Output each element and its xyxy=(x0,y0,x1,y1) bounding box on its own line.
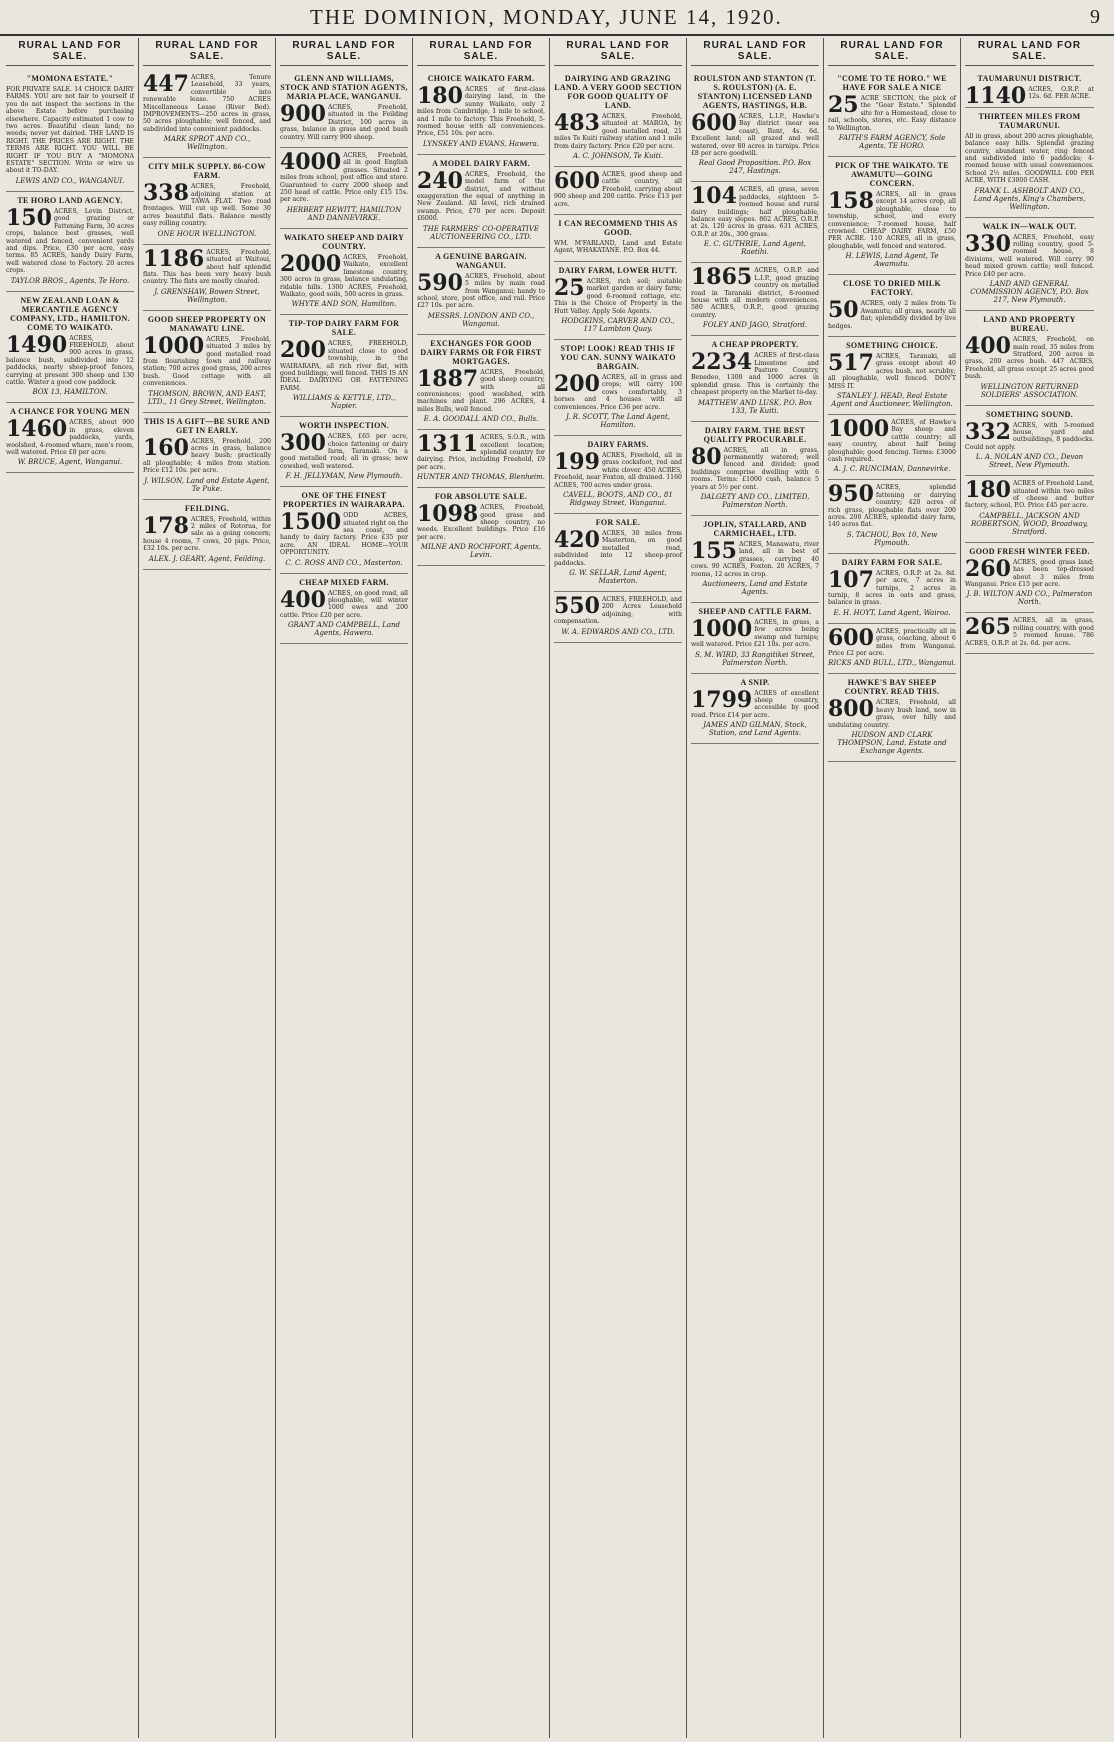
classified-ad xyxy=(691,182,819,263)
ad-body: 332 ACRES, with 5-roomed house, yard and outbuildings, 8 paddocks. Could not apply. xyxy=(965,418,1094,451)
classified-ad xyxy=(6,292,134,404)
classified-ad xyxy=(828,70,956,157)
ad-heading: WALK IN—WALK OUT. xyxy=(982,221,1077,231)
ad-heading: SHEEP AND CATTLE FARM. xyxy=(698,607,812,617)
ad-agent: JAMES AND GILMAN, Stock, Station, and Land Agents. xyxy=(703,721,807,738)
classified-ad xyxy=(828,624,956,675)
ad-agent: FAITH'S FARM AGENCY, Sole Agents, TE HORO. xyxy=(838,134,946,151)
ad-acreage: 265 xyxy=(965,614,1011,641)
ad-acreage: 2234 xyxy=(691,349,753,376)
ad-agent: A. C. JOHNSON, Te Kuiti. xyxy=(572,152,664,161)
ad-body: All in grass, about 200 acres ploughable, balance easy hills. Splendid grazing country, abundant water, ring fenced and subdivided into 6 paddocks; 4-roomed house with usual conveniences. School 2½ miles. GOODWILL £00 PER ACRE, WITH £3000 CASH. xyxy=(965,132,1094,185)
ad-body: 800 ACRES, Freehold, all heavy bush land, now in grass, over hilly and undulating country. xyxy=(828,696,956,729)
ad-body: 1887 ACRES, Freehold, good sheep country, with all conveniences; good woolshed, with machines and plant. 296 ACRES, 4 miles Bulls, well fenced. xyxy=(417,365,545,413)
ad-acreage: 332 xyxy=(965,418,1011,445)
ad-acreage: 1865 xyxy=(691,264,753,291)
ad-acreage: 180 xyxy=(417,83,463,109)
ad-agent: THE FARMERS' CO-OPERATIVE AUCTIONEERING CO., LTD. xyxy=(423,224,539,241)
ad-body: 80 ACRES, all in grass, permanently watered; well fenced and divided; good buildings comprise dwelling with 6 rooms. Terms: £1000 cash, balance 5 years at 5½ per cent. xyxy=(691,443,819,491)
column xyxy=(824,38,961,1738)
ad-agent: WELLINGTON RETURNED SOLDIERS' ASSOCIATION. xyxy=(980,382,1079,399)
ad-agent: MATTHEW AND LUSK, P.O. Box 133, Te Kuiti. xyxy=(697,398,813,415)
column xyxy=(550,38,687,1738)
ad-body: 1865 ACRES, O.R.P. and L.I.P., good grazing country on metalled road in Taranaki district, 8-roomed house with all modern conveniences. 580 ACRES, O.R.P., good grazing country. xyxy=(691,264,819,319)
ad-acreage: 400 xyxy=(965,333,1011,360)
ad-body: 600 ACRES, good sheep and cattle country, all Freehold, carrying about 900 sheep and 200 cattle. Price £13 per acre. xyxy=(554,168,682,208)
ad-body: 155 ACRES, Manawatu, river land, all in best of grasses, carrying 40 cows. 90 ACRES, Foxton. 20 ACRES, 7 rooms, 12 acres in crop. xyxy=(691,538,819,578)
classified-ad xyxy=(691,603,819,674)
ad-acreage: 260 xyxy=(965,555,1011,582)
ad-acreage: 160 xyxy=(143,434,189,461)
masthead-title: THE DOMINION, MONDAY, JUNE 14, 1920. xyxy=(310,4,783,29)
ad-agent: THOMSON, BROWN, AND EAST, LTD., 11 Grey Street, Wellington. xyxy=(148,389,266,406)
ad-body: 25 ACRES, rich soil; suitable market garden or dairy farm; good 6-roomed cottage, etc. This is the Choice of Property in the Hutt Valley. Apply Sole Agents. xyxy=(554,274,682,315)
column-heading: RURAL LAND FOR SALE. xyxy=(554,38,682,66)
ad-body: 600 ACRES, L.I.P., Hawke's Bay district (near sea coast), Rent, 4s. 6d. Excellent land; all grazed and well watered, over 80 acres in turnips. Price £8 per acre goodwill. xyxy=(691,110,819,158)
classified-ad xyxy=(965,476,1094,543)
ad-heading: DAIRY FARM. THE BEST QUALITY PROCURABLE. xyxy=(703,425,807,444)
ad-heading: EXCHANGES FOR GOOD DAIRY FARMS OR FOR FIRST MORTGAGES. xyxy=(420,338,542,366)
classified-ad xyxy=(691,674,819,745)
ad-acreage: 200 xyxy=(554,370,600,397)
ad-body: 200 ACRES, FREEHOLD, situated close to good township, in the WAIRARAPA, all rich river flat, with good buildings; well fenced. THIS IS AN IDEAL DAIRYING OR FATTENING FARM. xyxy=(280,337,408,392)
classified-ad xyxy=(965,218,1094,311)
ad-heading: DAIRYING AND GRAZING LAND. A VERY GOOD SECTION FOR GOOD QUALITY OF LAND. xyxy=(554,74,682,110)
classified-ad xyxy=(143,245,271,311)
ad-acreage: 107 xyxy=(828,566,874,593)
ad-agent: S. M. WIRD, 33 Rangitikei Street, Palmerston North. xyxy=(695,650,815,667)
ad-heading: CLOSE TO DRIED MILK FACTORY. xyxy=(842,279,942,298)
ad-agent: HUNTER AND THOMAS, Blenheim. xyxy=(417,473,545,482)
ad-body: 550 ACRES, FREEHOLD, and 200 Acres Leasehold adjoining, with compensation. xyxy=(554,593,682,626)
ad-acreage: 600 xyxy=(691,110,737,136)
ad-agent: GRANT AND CAMPBELL, Land Agents, Hawera. xyxy=(287,621,401,638)
ad-body: FOR PRIVATE SALE. 14 CHOICE DAIRY FARMS. YOU are not fair to yourself if you do not inspect the sections in the above Estate before purchasing elsewhere. Capacity estimated 1 cow to two acres. Beautiful clean land; no weeds; never yet dairied. THE LAND IS RIGHT. THE PRICES ARE RIGHT. THE TERMS ARE RIGHT. YOU WILL BE RIGHT IF YOU BUY A "MOMONA ESTATE" SECTION. Write or wire us about it TO-DAY. xyxy=(6,86,134,175)
ad-body: 158 ACRES, all in grass except 14 acres crop, all ploughable, close to township, school, and every convenience; 7-roomed house, half crowned. CHEAP DAIRY FARM, £50 PER ACRE. 110 ACRES, all in grass, ploughable, well fenced and watered. xyxy=(828,188,956,250)
ad-acreage: 420 xyxy=(554,526,600,553)
ad-heading: DAIRY FARM FOR SALE. xyxy=(841,557,943,567)
classified-ad xyxy=(965,70,1094,108)
ad-heading: STOP! LOOK! READ THIS IF YOU CAN. SUNNY WAIKATO BARGAIN. xyxy=(560,343,676,371)
ad-heading: CHOICE WAIKATO FARM. xyxy=(427,74,535,83)
ad-agent: J. B. WILTON AND CO., Palmerston North. xyxy=(966,590,1093,607)
ad-body: 1098 ACRES, Freehold, good grass and sheep country, no weeds. Excellent buildings. Price £16 per acre. xyxy=(417,501,545,541)
ad-acreage: 300 xyxy=(280,430,326,457)
ad-heading: PICK OF THE WAIKATO. TE AWAMUTU—GOING CONCERN. xyxy=(835,161,949,189)
column-heading: RURAL LAND FOR SALE. xyxy=(280,38,408,66)
classified-ad xyxy=(828,554,956,624)
ad-agent: TAYLOR BROS., Agents, Te Horo. xyxy=(10,276,130,285)
ad-heading: GLENN AND WILLIAMS, STOCK AND STATION AGENTS, MARIA PLACE, WANGANUI. xyxy=(280,74,408,101)
classified-ad xyxy=(691,422,819,516)
ad-agent: RICKS AND BULL, LTD., Wanganui. xyxy=(828,659,956,668)
ad-acreage: 199 xyxy=(554,448,600,475)
ad-heading: GOOD SHEEP PROPERTY ON MANAWATU LINE. xyxy=(147,314,267,333)
ad-agent: S. TACHOU, Box 10, New Plymouth. xyxy=(846,530,938,547)
ad-heading: ONE OF THE FINEST PROPERTIES IN WAIRARAPA. xyxy=(283,491,405,510)
ad-heading: HAWKE'S BAY SHEEP COUNTRY. READ THIS. xyxy=(844,678,940,697)
ad-acreage: 80 xyxy=(691,443,722,470)
ad-acreage: 517 xyxy=(828,349,874,376)
ad-acreage: 25 xyxy=(554,274,585,301)
ad-heading: A SNIP. xyxy=(740,677,770,687)
ad-agent: HUDSON AND CLARK THOMPSON, Land, Estate and Exchange Agents. xyxy=(837,731,947,756)
ad-agent: DALGETY AND CO., LIMITED, Palmerston North. xyxy=(700,493,810,509)
ad-acreage: 1799 xyxy=(691,686,753,713)
columns-container xyxy=(2,38,1110,1738)
classified-ad xyxy=(965,108,1094,218)
ad-body: 265 ACRES, all in grass, rolling country, with good 5 roomed house. 786 ACRES, O.R.P. at 2s. 6d. per acre. xyxy=(965,614,1094,647)
ad-acreage: 483 xyxy=(554,110,600,136)
ad-acreage: 550 xyxy=(554,593,600,619)
ad-body: 1500 ODD ACRES, situated right on the sea coast, and handy to dairy factory. Price £35 per acre. AN IDEAL HOME—YOUR OPPORTUNITY. xyxy=(280,509,408,557)
ad-body: 338 ACRES, Freehold, adjoining station at TAWA FLAT. Two road frontages. Will cut up well. Some 30 acres beautiful flats. Balance mostly easy rolling country. xyxy=(143,180,271,228)
ad-body: 180 ACRES of first-class dairying land, in the sunny Waikato, only 2 miles from Cambridge, 1 mile to school, and 1 mile to factory. This Freehold, 5-roomed house with all conveniences. Price, £51 10s. per acre. xyxy=(417,83,545,138)
ad-acreage: 1460 xyxy=(6,416,68,443)
ad-agent: J. GRENSHAW, Bowen Street, Wellington. xyxy=(154,287,260,304)
ad-acreage: 1000 xyxy=(143,332,205,359)
ad-agent: F. H. JELLYMAN, New Plymouth. xyxy=(285,472,403,481)
ad-acreage: 1490 xyxy=(6,331,68,358)
ad-body: 400 ACRES, Freehold, on main road, 35 miles from Stratford, 200 acres in grass, 200 acres bush. 447 ACRES, Freehold, all grass except 25 acres good bush. xyxy=(965,333,1094,381)
classified-ad xyxy=(280,229,408,315)
ad-agent: Auctioneers, Land and Estate Agents. xyxy=(702,580,808,597)
ad-heading: LAND AND PROPERTY BUREAU. xyxy=(983,315,1076,334)
classified-ad xyxy=(143,311,271,413)
ad-body: 200 ACRES, all in grass and crops; will carry 100 cows comfortably, 3 horses and 4 houses with all conveniences. Price £36 per acre. xyxy=(554,370,682,411)
ad-body: 50 ACRES, only 2 miles from Te Awamutu; all grass, nearly all flat; splendidly divided by live hedges. xyxy=(828,297,956,330)
ad-heading: THIRTEEN MILES FROM TAUMARUNUI. xyxy=(978,111,1081,130)
ad-acreage: 400 xyxy=(280,586,326,613)
ad-heading: FOR ABSOLUTE SALE. xyxy=(434,492,528,502)
classified-ad xyxy=(143,413,271,500)
ad-agent: H. LEWIS, Land Agent, Te Awamutu. xyxy=(845,252,939,269)
ad-heading: "MOMONA ESTATE." xyxy=(26,74,114,83)
classified-ad xyxy=(143,500,271,570)
ad-heading: TAUMARUNUI DISTRICT. xyxy=(977,74,1082,83)
ad-agent: WHYTE AND SON, Hamilton. xyxy=(291,300,397,309)
classified-ad xyxy=(965,311,1094,405)
classified-ad xyxy=(828,480,956,553)
classified-ad xyxy=(691,336,819,421)
ad-acreage: 1000 xyxy=(691,616,753,643)
ad-body: 4000 ACRES, Freehold, all in good English grasses. Situated 2 miles from school, post office and store. Guaranteed to carry 2000 sheep and 250 head of cattle. Price only £15 15s. per acre. xyxy=(280,149,408,204)
ad-agent: FRANK L. ASHBOLT AND CO., Land Agents, King's Chambers, Wellington. xyxy=(973,186,1086,211)
column-heading: RURAL LAND FOR SALE. xyxy=(143,38,271,66)
ad-heading: "COME TO TE HORO." WE HAVE FOR SALE A NICE xyxy=(837,74,947,92)
classified-ad xyxy=(417,335,545,430)
classified-ad xyxy=(280,487,408,573)
classified-ad xyxy=(554,340,682,436)
classified-ad xyxy=(143,158,271,244)
ad-acreage: 150 xyxy=(6,204,52,231)
ad-heading: DAIRY FARM, LOWER HUTT. xyxy=(558,265,678,275)
ad-acreage: 590 xyxy=(417,269,463,296)
ad-acreage: 1311 xyxy=(417,431,479,458)
ad-agent: J. R. SCOTT, The Land Agent, Hamilton. xyxy=(565,412,671,429)
ad-body: WM. M'FARLAND, Land and Estate Agent, WHAKATANE. P.O. Box 44. xyxy=(554,240,682,255)
classified-ad xyxy=(417,488,545,566)
ad-agent: WILLIAMS & KETTLE, LTD., Napier. xyxy=(292,394,396,411)
page-number: 9 xyxy=(1090,5,1100,28)
ad-acreage: 1098 xyxy=(417,501,479,528)
classified-ad xyxy=(280,574,408,645)
classified-ad xyxy=(280,417,408,487)
ad-heading: TIP-TOP DAIRY FARM FOR SALE. xyxy=(288,319,400,338)
masthead xyxy=(0,0,1114,36)
classified-ad xyxy=(554,70,682,167)
ad-body: 104 ACRES, all grass, seven paddocks, eighteen 5-roomed house and rural dairy buildings; half ploughable, balance easy slopes. 862 ACRES, O.R.P. at 2s. 120 acres in grass. 631 ACRES, O.R.P. at 20s., 300 grass. xyxy=(691,183,819,238)
ad-agent: E. C. GUTHRIE, Land Agent, Raetihi. xyxy=(703,240,807,257)
ad-body: 25 ACRE SECTION, the pick of the "Gear Estate." Splendid site for a Homestead, close to rail, schools, stores, etc. Easy distance to Wellington. xyxy=(828,92,956,132)
ad-agent: J. WILSON, Land and Estate Agent, Te Puke. xyxy=(144,476,270,493)
ad-agent: W. BRUCE, Agent, Wanganui. xyxy=(17,458,123,467)
ad-heading: ROULSTON AND STANTON (T. S. ROULSTON) (A. E. STANTON) LICENSED LAND AGENTS, HASTINGS, H.B. xyxy=(693,74,817,110)
ad-acreage: 1887 xyxy=(417,365,479,392)
column-heading: RURAL LAND FOR SALE. xyxy=(965,38,1094,66)
ad-body: 1000 ACRES, Freehold, situated 3 miles by good metalled road from flourishing town and railway station; 700 acres good grass, 200 acres bush. Good cottage with all conveniences. xyxy=(143,332,271,388)
ad-acreage: 200 xyxy=(280,337,326,364)
ad-body: 1490 ACRES, FREEHOLD, about 900 acres in grass, balance bush, subdivided into 12 paddocks, nearly sheep-proof fences, carrying at present 300 sheep and 130 cattle. Winter a good cow paddock. xyxy=(6,331,134,386)
classified-ad xyxy=(554,514,682,592)
ad-acreage: 950 xyxy=(828,481,874,508)
classified-ad xyxy=(691,263,819,336)
ad-heading: THIS IS A GIFT—BE SURE AND GET IN EARLY. xyxy=(144,416,270,435)
ad-heading: A MODEL DAIRY FARM. xyxy=(432,158,530,168)
ad-body: 180 ACRES of Freehold Land, situated within two miles of cheese and butter factory, school, P.O. Price £45 per acre. xyxy=(965,477,1094,510)
classified-ad xyxy=(417,155,545,248)
ad-body: 1460 ACRES, about 900 in grass, eleven paddocks, yards, woolshed, 4-roomed whare, men's room, well watered. Price £8 per acre. xyxy=(6,416,134,456)
classified-ad xyxy=(965,406,1094,477)
ad-acreage: 104 xyxy=(691,183,737,210)
ad-body: 517 ACRES, Taranaki, all grass except about 40 acres bush, not scrubby; all ploughable, well fenced. DON'T MISS IT. xyxy=(828,349,956,390)
classified-ad xyxy=(280,148,408,229)
ad-agent: L. A. NOLAN AND CO., Devon Street, New Plymouth. xyxy=(975,453,1084,470)
ad-body: 950 ACRES, splendid fattening or dairying country; 420 acres of rich grass, ploughable flats over 200 acres. 200 ACRES, splendid dairy farm, 140 acres flat. xyxy=(828,481,956,529)
ad-acreage: 600 xyxy=(554,168,600,195)
ad-agent: G. W. SELLAR, Land Agent, Masterton. xyxy=(569,569,667,585)
column xyxy=(276,38,413,1738)
classified-ad xyxy=(965,613,1094,654)
ad-acreage: 50 xyxy=(828,297,859,324)
classified-ad xyxy=(417,70,545,155)
ad-body: 178 ACRES, Freehold, within 2 miles of Rotorua, for sale as a going concern; house 4 rooms, 7 cows, 20 pigs. Price, £32 10s. per acre. xyxy=(143,512,271,553)
classified-ad xyxy=(828,157,956,275)
classified-ad xyxy=(965,543,1094,614)
ad-agent: MESSRS. LONDON AND CO., Wanganui. xyxy=(427,311,535,328)
classified-ad xyxy=(554,215,682,262)
ad-body: 330 ACRES, Freehold, easy rolling country, good 5-roomed house, 8 divisions, well watered. Will carry 90 head mixed grown cattle; well fenced. Price £40 per acre. xyxy=(965,230,1094,278)
ad-agent: MILNE AND ROCHFORT, Agents, Levin. xyxy=(420,543,542,560)
ad-acreage: 25 xyxy=(828,92,859,118)
classified-ad xyxy=(417,248,545,335)
ad-acreage: 158 xyxy=(828,188,874,215)
ad-body: 590 ACRES, Freehold, about 5 miles by main road from Wanganui; handy to school, store, post office, and rail. Price £27 10s. per acre. xyxy=(417,269,545,310)
ad-agent: ALEX. J. GEARY, Agent, Feilding. xyxy=(148,554,266,563)
column xyxy=(139,38,276,1738)
ad-agent: STANLEY J. HEAD, Real Estate Agent and Auctioneer, Wellington. xyxy=(831,391,953,408)
ad-agent: A. J. C. RUNCIMAN, Dannevirke. xyxy=(833,465,951,474)
ad-body: 900 ACRES, Freehold, situated in the Feilding District, 100 acres in grass, balance in grass and good bush country. Will carry 900 sheep. xyxy=(280,101,408,141)
ad-body: 2000 ACRES, Freehold, Waikato, excellent limestone country, 300 acres in grass, balance undulating, ridable hills. 1300 ACRES, Freehold, Waikato, good soils, 500 acres in grass. xyxy=(280,250,408,298)
column-heading: RURAL LAND FOR SALE. xyxy=(6,38,134,66)
ad-acreage: 4000 xyxy=(280,149,342,176)
ad-body: 199 ACRES, Freehold, all in grass cocksfoot, red and white clover. 450 ACRES, Freehold, near Foxton, all drained. 1160 ACRES, 700 acres under grass. xyxy=(554,448,682,489)
ad-acreage: 800 xyxy=(828,696,874,723)
ad-agent: CAVELL, BOOTS, AND CO., 81 Ridgway Street, Wanganui. xyxy=(563,490,673,507)
ad-acreage: 180 xyxy=(965,477,1011,504)
ad-agent: HERBERT HEWITT, HAMILTON AND DANNEVIRKE. xyxy=(286,205,402,222)
column xyxy=(413,38,550,1738)
ad-agent: HODGKINS, CARVER AND CO., 117 Lambton Quay. xyxy=(561,316,675,333)
ad-heading: FOR SALE. xyxy=(595,517,641,527)
ad-heading: FEILDING. xyxy=(184,503,230,513)
ad-body: 1000 ACRES, of Hawke's Bay sheep and cattle country; all easy country, about half being ploughable; good fencing. Terms: £3000 cash required. xyxy=(828,415,956,463)
ad-heading: SOMETHING CHOICE. xyxy=(846,340,938,350)
ad-body: 240 ACRES, Freehold, the model farm of the district, and without exaggeration the equal of anything in New Zealand. All level, rich drained swamp. Price, £70 per acre. Deposit £6000. xyxy=(417,167,545,223)
classified-ad xyxy=(6,192,134,292)
ad-heading: DAIRY FARMS. xyxy=(587,439,649,449)
ad-agent: LAND AND GENERAL COMMISSION AGENCY, P.O. Box 217, New Plymouth. xyxy=(970,280,1089,305)
column-heading: RURAL LAND FOR SALE. xyxy=(417,38,545,66)
ad-heading: CHEAP MIXED FARM. xyxy=(299,577,389,587)
ad-body: 2234 ACRES of first-class Limestone and Pasture Country, Benedeo, 1300 and 1000 acres in splendid grass. This is certainly the cheapest property on the Market to-day. xyxy=(691,349,819,397)
ad-agent: W. A. EDWARDS AND CO., LTD. xyxy=(561,627,675,636)
ad-acreage: 338 xyxy=(143,180,189,207)
ad-body: 600 ACRES, practically all in grass, coaching, about 6 miles from Wanganui. Price £2 per acre. xyxy=(828,624,956,658)
classified-ad xyxy=(554,592,682,643)
ad-body: 420 ACRES, 30 miles from Masterton, on good metalled road, subdivided into 12 sheep-proof paddocks. xyxy=(554,526,682,567)
ad-body: 447 ACRES, Tenure Leasehold, 33 years, convertible into renewable lease. 750 ACRES Miscellaneous Lease (River Bed). IMPROVEMENTS—250 acres in grass, 50 acres ploughable; well fenced, and subdivided into convenient paddocks. xyxy=(143,71,271,133)
ad-acreage: 1000 xyxy=(828,415,890,442)
column-heading: RURAL LAND FOR SALE. xyxy=(691,38,819,66)
classified-ad xyxy=(828,674,956,762)
classified-ad xyxy=(691,70,819,182)
ad-agent: Real Good Proposition. P.O. Box 247, Hastings. xyxy=(698,159,812,176)
ad-acreage: 240 xyxy=(417,167,463,194)
ad-heading: A GENUINE BARGAIN. WANGANUI. xyxy=(435,251,527,270)
classified-ad xyxy=(280,70,408,148)
classified-ad xyxy=(417,430,545,488)
column xyxy=(687,38,824,1738)
ad-heading: SOMETHING SOUND. xyxy=(985,409,1074,419)
ad-agent: LYNSKEY AND EVANS, Hawera. xyxy=(423,139,539,148)
classified-ad xyxy=(691,516,819,603)
ad-heading: A CHANCE FOR YOUNG MEN xyxy=(10,407,130,417)
ad-acreage: 155 xyxy=(691,538,737,564)
classified-ad xyxy=(554,167,682,215)
ad-agent: BOX 13, HAMILTON. xyxy=(32,388,108,397)
classified-ad xyxy=(828,275,956,337)
ad-agent: CAMPBELL, JACKSON AND ROBERTSON, WOOD, Broadway, Stratford. xyxy=(970,511,1088,536)
ad-heading: TE HORO LAND AGENCY. xyxy=(17,195,123,205)
column-heading: RURAL LAND FOR SALE. xyxy=(828,38,956,66)
ad-acreage: 2000 xyxy=(280,250,342,277)
ad-agent: E. H. HOYT, Land Agent, Wairoa. xyxy=(833,608,951,617)
ad-body: 400 ACRES, on good road, all ploughable, will winter 1000 ewes and 200 cattle. Price £20 per acre. xyxy=(280,586,408,619)
ad-body: 160 ACRES, Freehold, 200 acres in grass, balance heavy bush; practically all ploughable; 4 miles from station. Price £12 10s. per acre. xyxy=(143,434,271,475)
ad-acreage: 900 xyxy=(280,101,326,127)
ad-body: 1799 ACRES of excellent sheep country, accessible by good road. Price £14 per acre. xyxy=(691,686,819,719)
classified-ad xyxy=(554,262,682,340)
ad-agent: MARK SPROT AND CO., Wellington. xyxy=(163,135,251,152)
ad-agent: C. C. ROSS AND CO., Masterton. xyxy=(285,558,403,567)
classified-ad xyxy=(6,403,134,473)
ad-heading: WAIKATO SHEEP AND DAIRY COUNTRY. xyxy=(283,232,405,251)
ad-acreage: 1500 xyxy=(280,509,342,536)
classified-ad xyxy=(554,436,682,514)
column xyxy=(2,38,139,1738)
ad-heading: WORTH INSPECTION. xyxy=(298,421,390,431)
ad-heading: CITY MILK SUPPLY. 86-COW FARM. xyxy=(148,162,266,181)
ad-acreage: 600 xyxy=(828,624,874,651)
ad-agent: FOLEY AND JAGO, Stratford. xyxy=(702,321,808,330)
column xyxy=(961,38,1098,1738)
classified-ad xyxy=(143,70,271,158)
ad-body: 300 ACRES, £65 per acre, choice fattening or dairy farm, Taranaki. On a good metalled road; all in grass; new cowshed, well watered. xyxy=(280,430,408,470)
ad-body: 150 ACRES, Levin District, good grazing or Fattening Farm, 30 acres crops, balance best grasses, well watered and fenced, convenient yards and dips. Price, £30 per acre, easy terms. 85 ACRES, handy Dairy Farm, well watered close to Factory. 20 acres crops. xyxy=(6,204,134,275)
classified-ad xyxy=(280,315,408,417)
ad-heading: JOPLIN, STALLARD, AND CARMICHAEL, LTD. xyxy=(703,520,807,538)
ad-body: 1186 ACRES, Freehold, situated at Waitoui, about half splendid flats. This has been very heavy bush country. The flats are mostly cleared. xyxy=(143,245,271,286)
ad-heading: I CAN RECOMMEND THIS AS GOOD. xyxy=(558,219,678,238)
ad-agent: LEWIS AND CO., WANGANUI. xyxy=(15,176,125,185)
ad-agent: E. A. GOODALL AND CO., Bulls. xyxy=(423,415,539,424)
ad-acreage: 447 xyxy=(143,71,189,97)
ad-heading: GOOD FRESH WINTER FEED. xyxy=(969,546,1090,556)
classified-ad xyxy=(828,337,956,415)
ad-body: 1140 ACRES, O.R.P. at 12s. 6d. PER ACRE. xyxy=(965,83,1094,109)
ad-acreage: 330 xyxy=(965,230,1011,257)
ad-body: 1311 ACRES, S.O.R., with excellent location; splendid country for dairying. Price, including Freehold, £9 per acre. xyxy=(417,431,545,471)
ad-agent: ONE HOUR WELLINGTON. xyxy=(157,229,257,238)
ad-body: 260 ACRES, good grass land; has been top-dressed about 3 miles from Wanganui. Price £15 per acre. xyxy=(965,555,1094,588)
ad-acreage: 178 xyxy=(143,512,189,539)
ad-body: 483 ACRES, Freehold, situated at MAROA, by good metalled road, 21 miles Te Kuiti railway station and 1 mile from dairy factory. Price £20 per acre. xyxy=(554,110,682,150)
ad-heading: A CHEAP PROPERTY. xyxy=(711,340,799,350)
classified-ad xyxy=(828,415,956,480)
ad-body: 1000 ACRES, in grass, a few acres being swamp and turnips; well watered. Price £21 10s. per acre. xyxy=(691,616,819,649)
classified-ad xyxy=(6,70,134,192)
ad-heading: NEW ZEALAND LOAN & MERCANTILE AGENCY COMPANY, LTD., HAMILTON. COME TO WAIKATO. xyxy=(10,295,130,332)
ad-acreage: 1140 xyxy=(965,83,1027,109)
ad-acreage: 1186 xyxy=(143,245,205,272)
ad-body: 107 ACRES, O.R.P. at 2s. 8d. per acre, 7 acres in turnips, 2 acres in turnip, 8 acres in oats and grass, balance in grass. xyxy=(828,566,956,607)
